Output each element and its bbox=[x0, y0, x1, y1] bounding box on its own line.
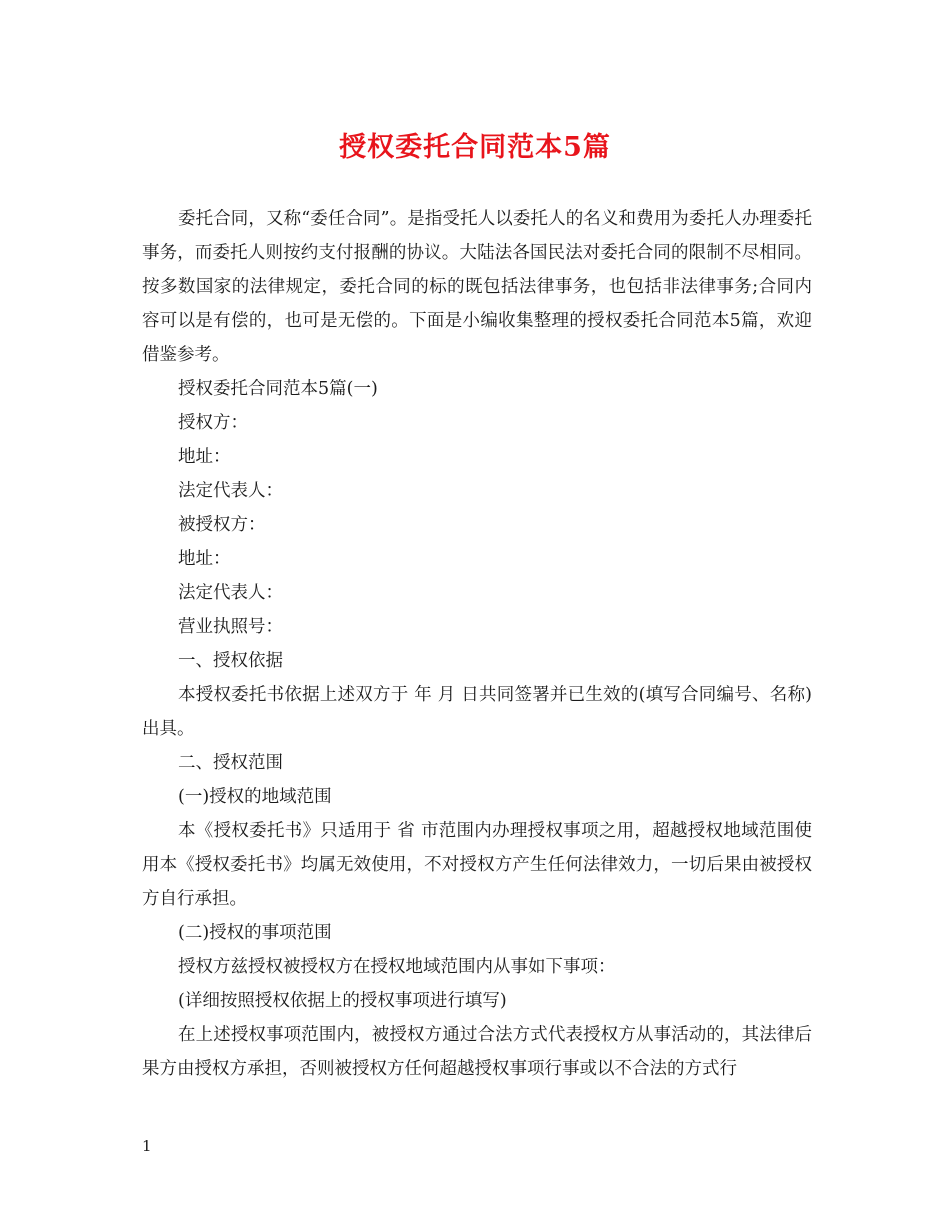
paragraph-heading-basis: 一、授权依据 bbox=[178, 651, 283, 671]
paragraph-section-heading: 授权委托合同范本5篇(一) bbox=[178, 379, 378, 399]
paragraph-basis-text: 本授权委托书依据上述双方于 年 月 日共同签署并已生效的(填写合同编号、名称)出具。 bbox=[142, 685, 812, 739]
paragraph-grantee: 被授权方： bbox=[178, 515, 266, 535]
paragraph-business-license: 营业执照号： bbox=[178, 617, 283, 637]
paragraph-subheading-matters: (二)授权的事项范围 bbox=[178, 923, 332, 943]
paragraph-grantee-representative: 法定代表人： bbox=[178, 583, 283, 603]
paragraph-heading-scope: 二、授权范围 bbox=[178, 753, 283, 773]
paragraph-region-text: 本《授权委托书》只适用于 省 市范围内办理授权事项之用，超越授权地域范围使用本《授权委托书》均属无效使用，不对授权方产生任何法律效力，一切后果由被授权方自行承担。 bbox=[142, 821, 812, 909]
paragraph-grantee-address: 地址： bbox=[178, 549, 231, 569]
document-title: 授权委托合同范本5篇 bbox=[339, 132, 611, 163]
paragraph-matters-text: 授权方兹授权被授权方在授权地域范围内从事如下事项： bbox=[178, 957, 616, 977]
document-body bbox=[142, 202, 812, 1086]
paragraph-grantor-representative: 法定代表人： bbox=[178, 481, 283, 501]
paragraph-grantor: 授权方： bbox=[178, 413, 248, 433]
paragraph-subheading-region: (一)授权的地域范围 bbox=[178, 787, 332, 807]
page-number: 1 bbox=[142, 1137, 152, 1155]
paragraph-legal-consequence: 在上述授权事项范围内，被授权方通过合法方式代表授权方从事活动的，其法律后果方由授权方承担，否则被授权方任何超越授权事项行事或以不合法的方式行 bbox=[142, 1025, 812, 1079]
paragraph-grantor-address: 地址： bbox=[178, 447, 231, 467]
paragraph-intro: 委托合同，又称“委任合同”。是指受托人以委托人的名义和费用为委托人办理委托事务，而委托人则按约支付报酬的协议。大陆法各国民法对委托合同的限制不尽相同。按多数国家的法律规定，委托合同的标的既包括法律事务，也包括非法律事务;合同内容可以是有偿的，也可是无偿的。下面是小编收集整理的授权委托合同范本5篇，欢迎借鉴参考。 bbox=[142, 209, 812, 365]
paragraph-matters-note: (详细按照授权依据上的授权事项进行填写) bbox=[178, 991, 507, 1011]
